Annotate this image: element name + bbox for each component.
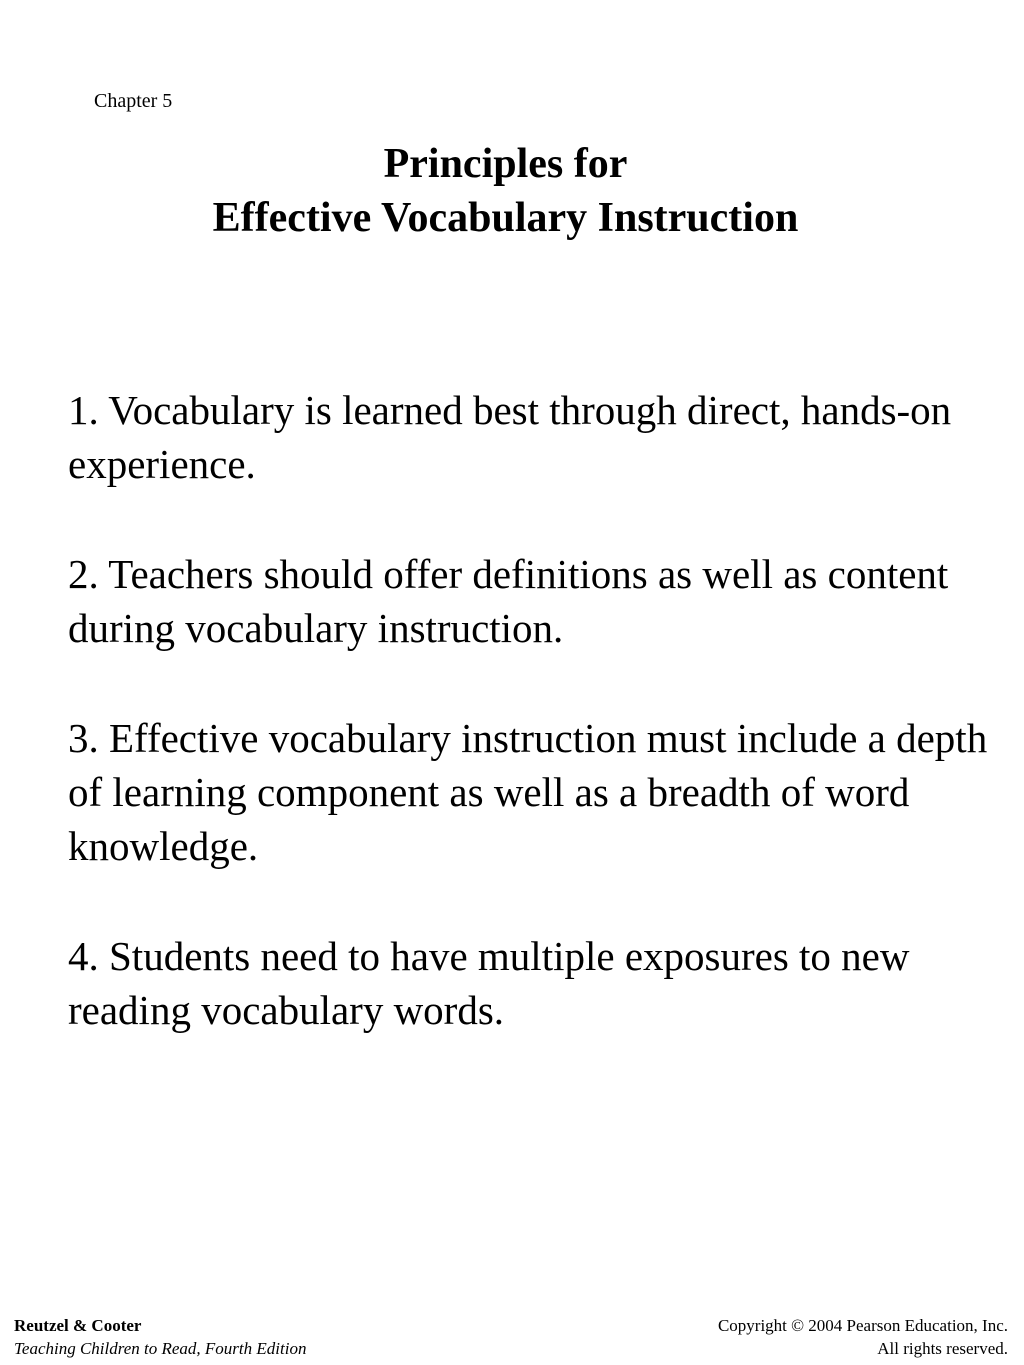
footer-book-title: Teaching Children to Read, Fourth Edition <box>14 1339 307 1358</box>
principle-item-3: 3. Effective vocabulary instruction must include a depth of learning component as well as a breadth of word knowledge. <box>68 715 988 869</box>
footer-authors: Reutzel & Cooter <box>14 1316 142 1335</box>
principle-item-2: 2. Teachers should offer definitions as well as content during vocabulary instruction. <box>68 551 949 651</box>
footer-copyright <box>718 1314 1008 1360</box>
footer-citation <box>14 1314 306 1360</box>
page-title <box>0 137 1011 245</box>
chapter-label: Chapter 5 <box>94 90 173 112</box>
principle-item-4: 4. Students need to have multiple exposures to new reading vocabulary words. <box>68 933 910 1033</box>
title-line-2: Effective Vocabulary Instruction <box>212 195 799 241</box>
copyright-text: Copyright © 2004 Pearson Education, Inc. <box>717 1316 1008 1335</box>
principle-item-1: 1. Vocabulary is learned best through direct, hands-on experience. <box>68 387 952 487</box>
principles-list <box>68 383 988 1093</box>
title-line-1: Principles for <box>383 141 628 187</box>
rights-text: All rights reserved. <box>877 1339 1008 1358</box>
